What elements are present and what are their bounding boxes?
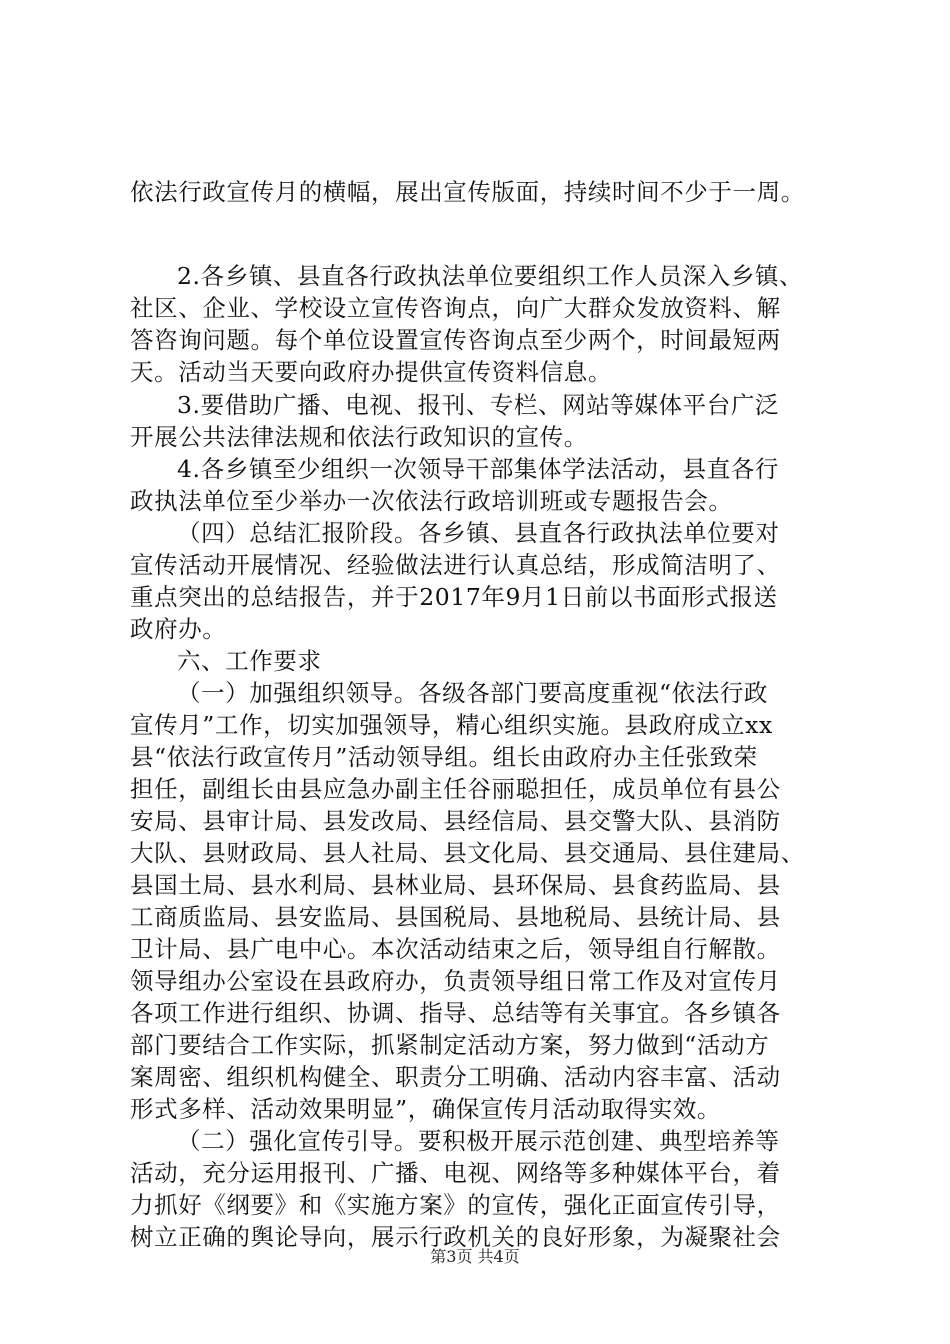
text-line: 县“依法行政宣传月”活动领导组。组长由政府办主任张致荣 [130, 743, 758, 771]
text-line: 2.各乡镇、县直各行政执法单位要组织工作人员深入乡镇、 [177, 262, 804, 290]
text-line: 安局、县审计局、县发改局、县经信局、县交警大队、县消防 [130, 807, 781, 835]
text-line: 开展公共法律法规和依法行政知识的宣传。 [130, 423, 588, 451]
text-line: 树立正确的舆论导向，展示行政机关的良好形象，为凝聚社会 [130, 1223, 781, 1251]
text-line: 担任，副组长由县应急办副主任谷丽聪担任，成员单位有县公 [130, 775, 781, 803]
text-line: 县国土局、县水利局、县林业局、县环保局、县食药监局、县 [130, 871, 781, 899]
text-line: 宣传活动开展情况、经验做法进行认真总结，形成简洁明了、 [130, 551, 781, 579]
page-number-footer: 第3页 共4页 [430, 1247, 520, 1266]
text-line: 社区、企业、学校设立宣传咨询点，向广大群众发放资料、解 [130, 294, 781, 322]
text-line: 领导组办公室设在县政府办，负责领导组日常工作及对宣传月 [130, 967, 781, 995]
text-line: 卫计局、县广电中心。本次活动结束之后，领导组自行解散。 [130, 935, 781, 963]
text-line: 部门要结合工作实际，抓紧制定活动方案，努力做到“活动方 [130, 1031, 770, 1059]
text-line: 活动，充分运用报刊、广播、电视、网络等多种媒体平台，着 [130, 1159, 781, 1187]
section-heading: 六、工作要求 [177, 647, 322, 675]
text-line: 4.各乡镇至少组织一次领导干部集体学法活动，县直各行 [177, 455, 780, 483]
text-line: （一）加强组织领导。各级各部门要高度重视“依法行政 [177, 679, 769, 707]
text-line: 依法行政宣传月的横幅，展出宣传版面，持续时间不少于一周。 [130, 178, 805, 206]
text-line: 重点突出的总结报告，并于2017年9月1日前以书面形式报送 [130, 583, 778, 611]
text-line: 力抓好《纲要》和《实施方案》的宣传，强化正面宣传引导， [130, 1191, 781, 1219]
text-line: 3.要借助广播、电视、报刊、专栏、网站等媒体平台广泛 [177, 391, 780, 419]
text-line: 答咨询问题。每个单位设置宣传咨询点至少两个，时间最短两 [130, 326, 781, 354]
text-line: 大队、县财政局、县人社局、县文化局、县交通局、县住建局、 [130, 839, 805, 867]
text-line: 天。活动当天要向政府办提供宣传资料信息。 [130, 358, 612, 386]
text-line: 形式多样、活动效果明显”，确保宣传月活动取得实效。 [130, 1095, 722, 1123]
text-line: 宣传月”工作，切实加强领导，精心组织实施。县政府成立xx [130, 711, 773, 739]
text-line: 政府办。 [130, 615, 227, 643]
text-line: （二）强化宣传引导。要积极开展示范创建、典型培养等 [177, 1127, 780, 1155]
text-line: 案周密、组织机构健全、职责分工明确、活动内容丰富、活动 [130, 1063, 781, 1091]
text-line: 各项工作进行组织、协调、指导、总结等有关事宜。各乡镇各 [130, 999, 781, 1027]
text-line: 政执法单位至少举办一次依法行政培训班或专题报告会。 [130, 487, 733, 515]
text-line: 工商质监局、县安监局、县国税局、县地税局、县统计局、县 [130, 903, 781, 931]
text-line: （四）总结汇报阶段。各乡镇、县直各行政执法单位要对 [177, 519, 780, 547]
